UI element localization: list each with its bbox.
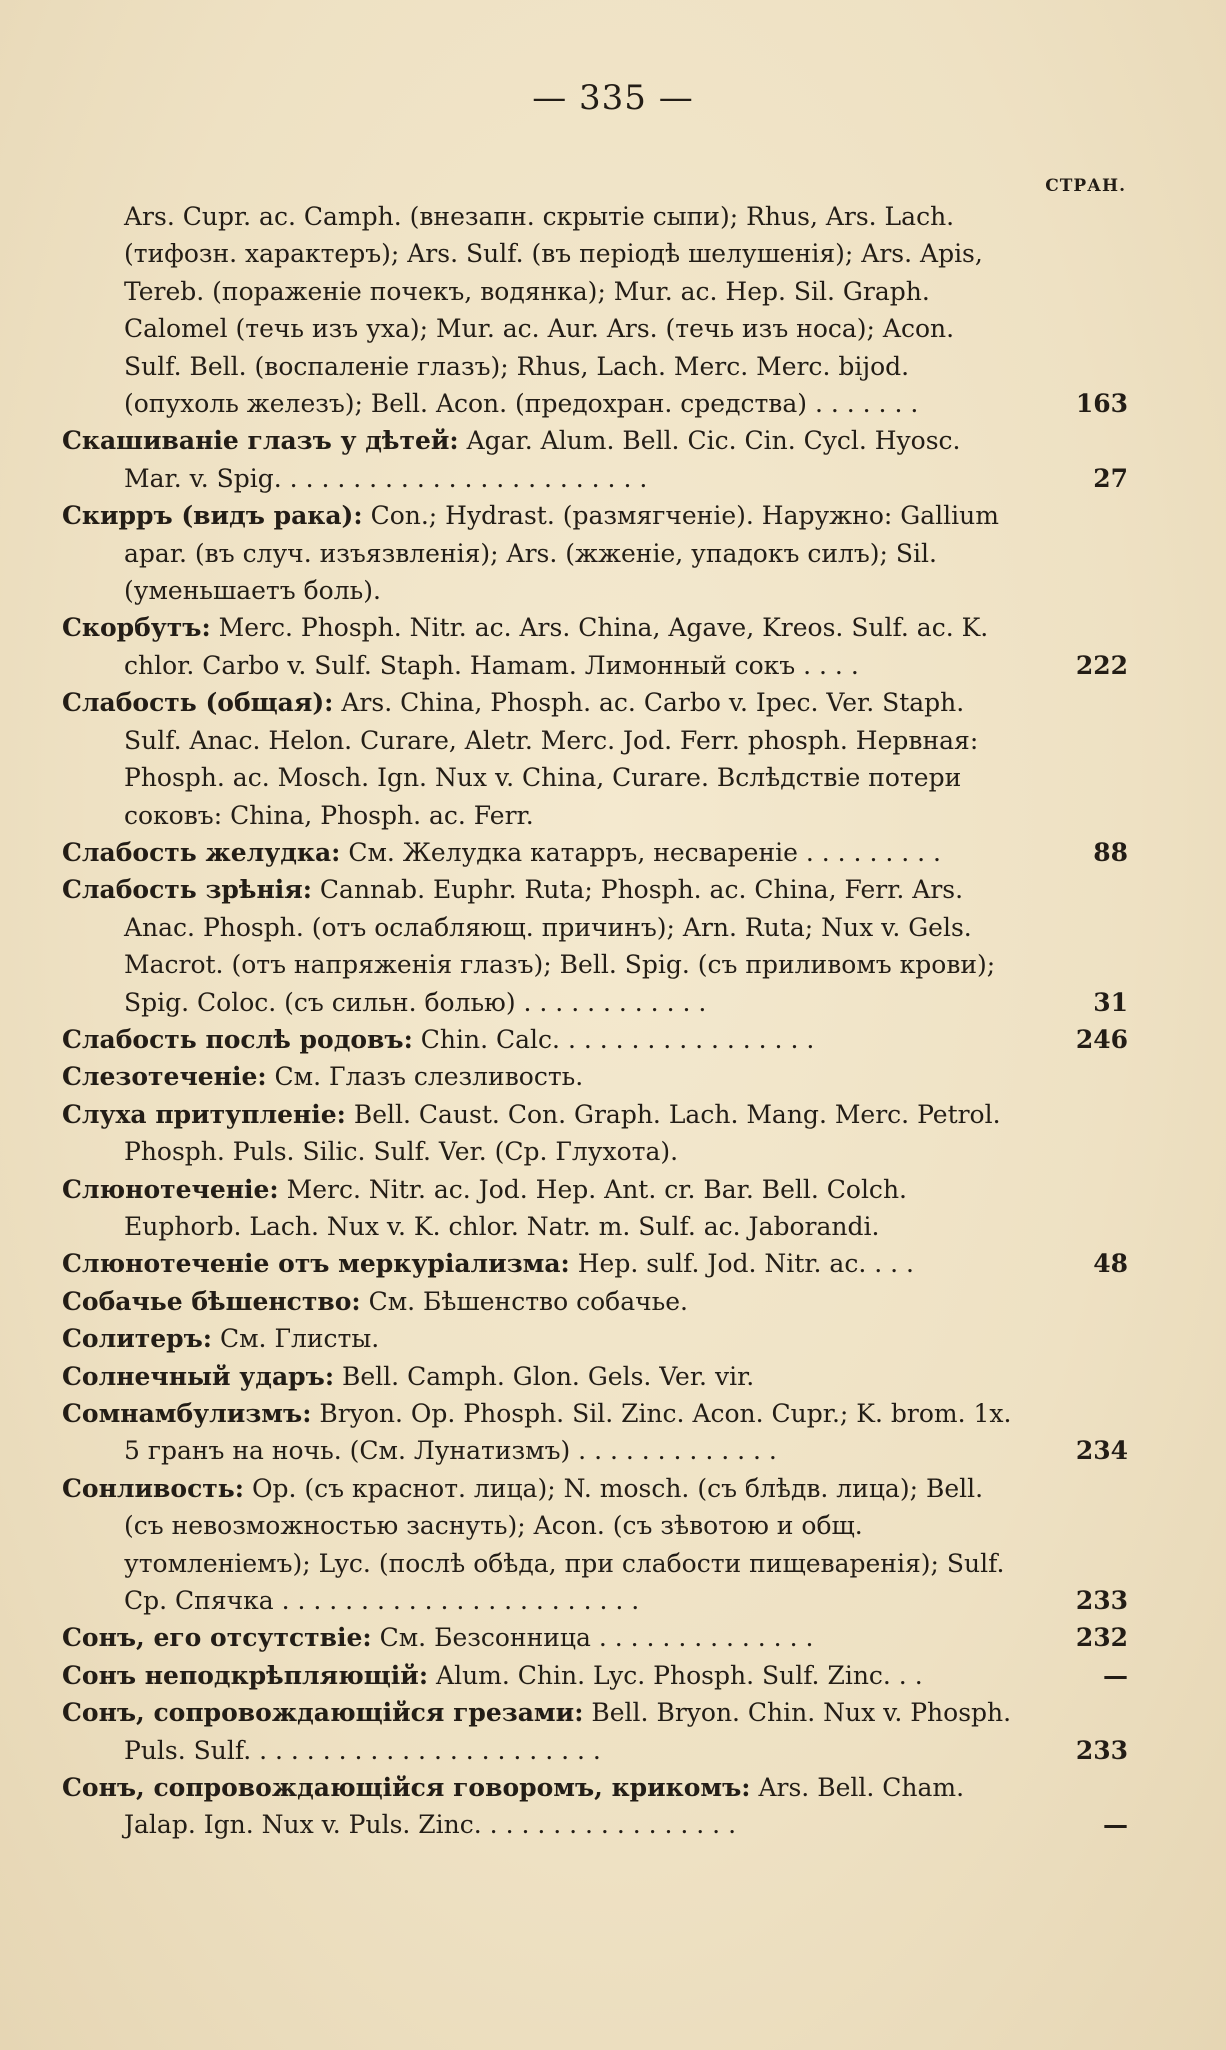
entry-page-ref: — [1103,1810,1128,1840]
entry-text: Ars. China, Phosph. ac. Carbo v. Ipec. Ver. Staph. Sulf. Anac. Helon. Curare, Aletr. Merc. Jod. Ferr. phosph. Нервная: Phosph. ac. Mosch. Ign. Nux v. China, Curare. Вслѣдствіе потери соковъ: China, Phosph. ac. Ferr. [124,688,979,830]
index-entry [62,609,1128,684]
entry-page-ref: 31 [1093,987,1128,1017]
entry-term: Слуха притупленіе: [62,1099,346,1129]
index-entry [62,1657,1128,1694]
entry-term: Сонъ, сопровождающійся грезами: [62,1698,584,1728]
entry-text: Cannab. Euphr. Ruta; Phosph. ac. China, Ferr. Ars. Anac. Phosph. (отъ ослабляющ. причинъ); Arn. Ruta; Nux v. Gels. Macrot. (отъ напряженія глазъ); Bell. Spig. (съ приливомъ крови); Spig. Coloc. (съ сильн. болью) . . . . . . . . . . . . [124,875,996,1017]
entry-text: См. Желудка катарръ, несвареніе . . . . . . . . . [348,837,941,867]
entry-page-ref: — [1103,1660,1128,1690]
index-entry [62,1470,1128,1620]
entry-page-ref: 232 [1075,1623,1128,1653]
index-entry [62,1769,1128,1844]
index-entry [62,1395,1128,1470]
entry-text: Merc. Phosph. Nitr. ac. Ars. China, Agave, Kreos. Sulf. ac. K. chlor. Carbo v. Sulf. Staph. Hamam. Лимонный сокъ . . . . [124,613,989,680]
entry-term: Слюнотеченіе: [62,1174,279,1204]
entry-page-ref: 27 [1093,463,1128,493]
entry-text: Alum. Chin. Lyc. Phosph. Sulf. Zinc. . . [436,1660,923,1690]
entry-text: Hep. sulf. Jod. Nitr. ac. . . . [577,1249,914,1279]
index-entry [62,871,1128,1021]
page-number: — 335 — [532,78,694,118]
entry-text: Ars. Cupr. ac. Camph. (внезапн. скрытіе сыпи); Rhus, Ars. Lach. (тифозн. характеръ); Ars. Sulf. (въ періодѣ шелушенія); Ars. Apis, Tereb. (пораженіе почекъ, водянка); Mur. ac. Hep. Sil. Graph. Calomel (течь изъ уха); Mur. ac. Aur. Ars. (течь изъ носа); Acon. Sulf. Bell. (воспаленіе глазъ); Rhus, Lach. Merc. Merc. bijod. (опухоль железъ); Bell. Acon. (предохран. средства) . . . . . . . [124,202,983,419]
entry-page-ref: 233 [1075,1586,1128,1616]
entry-term: Слюнотеченіе отъ меркуріализма: [62,1249,570,1279]
entry-text: Merc. Nitr. ac. Jod. Hep. Ant. cr. Bar. Bell. Colch. Euphorb. Lach. Nux v. K. chlor. Natr. m. Sulf. ac. Jaborandi. [124,1174,907,1241]
entry-term: Сонъ неподкрѣпляющій: [62,1660,429,1690]
entry-term: Сомнамбулизмъ: [62,1399,312,1428]
entry-text: См. Глисты. [219,1324,380,1354]
entry-text: Bell. Caust. Con. Graph. Lach. Mang. Merc. Petrol. Phosph. Puls. Silic. Sulf. Ver. (Ср. Глухота). [124,1099,1001,1167]
entry-text: Op. (съ краснот. лица); N. mosch. (съ блѣдв. лица); Bell. (съ невозможностью заснуть); Acon. (съ зѣвотою и общ. утомленіемъ); Lyc. (послѣ обѣда, при слабости пищеваренія); Sulf. Ср. Спячка . . . . . . . . . . . . . . . . . . . . . . . [124,1473,1005,1616]
index-entry [62,1096,1128,1171]
entry-term: Скорбутъ: [62,613,211,643]
entry-page-ref: 234 [1075,1436,1128,1466]
entry-page-ref: 88 [1093,837,1128,867]
entry-term: Сонливость: [62,1473,244,1503]
index-entry [62,198,1128,422]
entry-text: См. Безсонница . . . . . . . . . . . . . . [379,1623,814,1653]
index-entry [62,422,1128,497]
entry-term: Солитеръ: [62,1324,213,1354]
entry-page-ref: 222 [1075,650,1128,680]
entry-term: Сонъ, его отсутствіе: [62,1623,372,1653]
entry-term: Скашиваніе глазъ у дѣтей: [62,426,459,456]
index-entry [62,1619,1128,1656]
index-entry [62,1358,1128,1395]
index-entry [62,1171,1128,1246]
entry-page-ref: 48 [1093,1249,1128,1279]
entry-term: Собачье бѣшенство: [62,1286,361,1316]
entry-text: См. Глазъ слезливость. [274,1062,584,1092]
index-entry [62,497,1128,609]
entry-text: См. Бѣшенство собачье. [368,1286,689,1316]
entry-text: Bryon. Op. Phosph. Sil. Zinc. Acon. Cupr.; K. brom. 1x. 5 гранъ на ночь. (См. Лунатизмъ) . . . . . . . . . . . . . [124,1399,1012,1466]
entry-page-ref: 233 [1075,1735,1128,1765]
entry-page-ref: 246 [1075,1024,1128,1054]
entry-term: Солнечный ударъ: [62,1361,335,1391]
index-entry [62,834,1128,871]
index-entry [62,1694,1128,1769]
entry-text: Ars. Bell. Cham. Jalap. Ign. Nux v. Puls. Zinc. . . . . . . . . . . . . . . . . [124,1773,965,1840]
index-entry [62,1283,1128,1320]
entry-term: Слабость послѣ родовъ: [62,1024,413,1054]
entry-text: Chin. Calc. . . . . . . . . . . . . . . . . [420,1024,815,1054]
entry-text: Bell. Bryon. Chin. Nux v. Phosph. Puls. Sulf. . . . . . . . . . . . . . . . . . . . . . . [124,1698,1012,1765]
entry-term: Слабость желудка: [62,837,341,867]
page-column-header: СТРАН. [1045,176,1126,196]
entry-term: Слабость (общая): [62,688,334,718]
index-entry [62,1320,1128,1357]
entry-term: Слабость зрѣнія: [62,875,312,905]
entry-page-ref: 163 [1075,389,1128,419]
entry-term: Сонъ, сопровождающійся говоромъ, крикомъ: [62,1773,751,1803]
index-entry [62,1058,1128,1095]
entry-text: Bell. Camph. Glon. Gels. Ver. vir. [342,1361,755,1391]
index-entry [62,684,1128,834]
index-entry [62,1021,1128,1058]
entry-text: Con.; Hydrast. (размягченіе). Наружно: Gallium apar. (въ случ. изъязвленія); Ars. (жженіе, упадокъ силъ); Sil. (уменьшаетъ боль). [124,501,999,606]
entry-term: Слезотеченіе: [62,1062,267,1092]
index-entry [62,1245,1128,1282]
entry-text: Agar. Alum. Bell. Cic. Cin. Cycl. Hyosc. Mar. v. Spig. . . . . . . . . . . . . . . . . . . . . . . . [124,426,961,493]
index-entries [62,198,1128,1844]
entry-term: Скирръ (видъ рака): [62,501,363,531]
